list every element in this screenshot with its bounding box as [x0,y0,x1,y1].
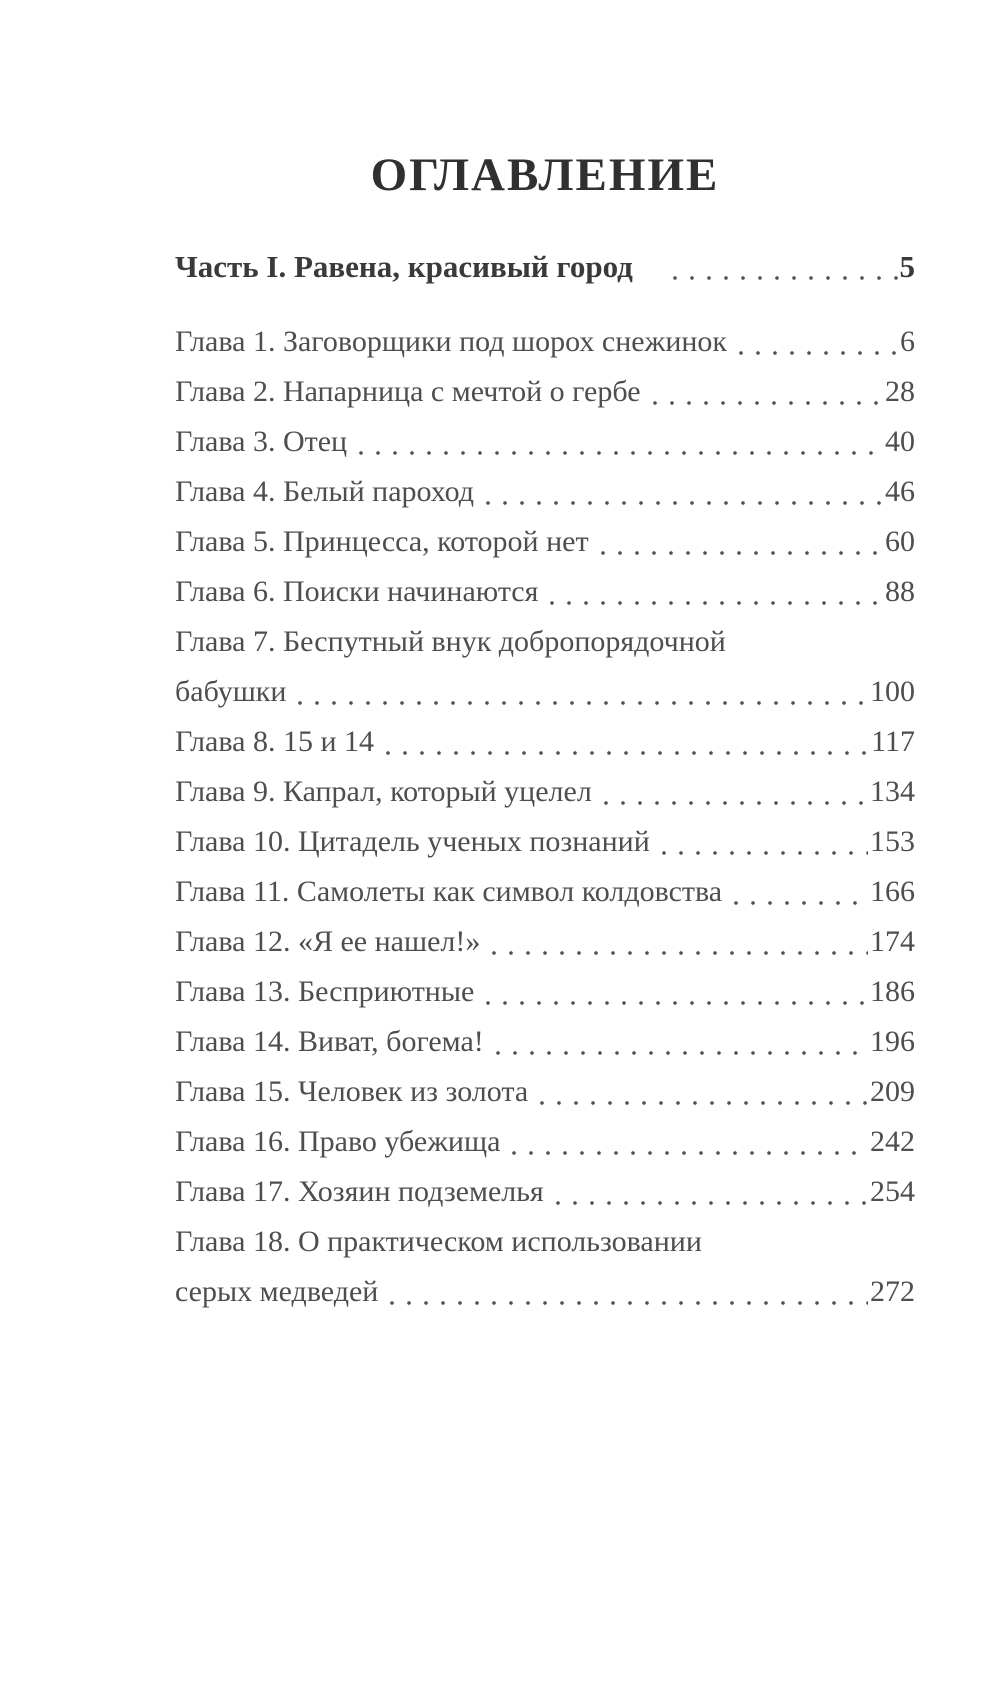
toc-entry-main-line [175,1017,915,1067]
toc-entry-main-line [175,1267,915,1317]
dot-leader [734,867,868,917]
toc-entry-main-line [175,967,915,1017]
toc-entry-label: Глава 5. Принцесса, которой нет [175,525,589,558]
toc-entry-page-number: 100 [870,675,915,708]
toc-entry [175,1067,915,1117]
toc-entry-label: Глава 16. Право убежища [175,1125,501,1158]
toc-entry-label: Глава 4. Белый пароход [175,475,475,508]
dot-leader [298,667,868,717]
toc-entry-page-number: 196 [870,1025,915,1058]
toc-entry [175,517,915,567]
dot-leader [496,1017,868,1067]
toc-entry [175,1017,915,1067]
dot-leader [550,567,883,617]
toc-entry [175,617,915,717]
toc-entry-main-line [175,367,915,417]
toc-entry-page-number: 60 [885,525,915,558]
toc-entry [175,717,915,767]
dot-leader [486,967,868,1017]
toc-entry [175,917,915,967]
part-label: Часть I. Равена, красивый город [175,249,633,284]
toc-entry-page-number: 242 [870,1125,915,1158]
toc-entry-page-number: 134 [870,775,915,808]
toc-entry [175,567,915,617]
toc-entry-main-line [175,667,915,717]
dot-leader [512,1117,868,1167]
dot-leader [359,417,883,467]
toc-entry-label-line1: Глава 18. О практическом использовании [175,1225,702,1258]
toc-entry-main-line [175,517,915,567]
toc-entry-label: серых медведей [175,1275,379,1308]
toc-entry [175,817,915,867]
toc-entry-label: Глава 17. Хозяин подземелья [175,1175,544,1208]
toc-entry [175,767,915,817]
toc-entry-label: Глава 10. Цитадель ученых познаний [175,825,650,858]
toc-entry-page-number: 117 [871,725,915,758]
toc-entry-page-number: 153 [870,825,915,858]
dot-leader [386,717,869,767]
toc-part-row [175,242,915,292]
dot-leader [540,1067,868,1117]
dot-leader [486,467,883,517]
toc-entry-wrap-line [175,1217,915,1267]
toc-entry-label: Глава 9. Капрал, который уцелел [175,775,592,808]
toc-entry-page-number: 174 [870,925,915,958]
toc-entry-main-line [175,867,915,917]
toc-entry-page-number: 46 [885,475,915,508]
toc-entry-main-line [175,1067,915,1117]
toc-entry-main-line [175,467,915,517]
dot-leader [662,817,868,867]
toc-entry-label: Глава 11. Самолеты как символ колдовства [175,875,723,908]
toc-entry [175,1117,915,1167]
toc-entry [175,1217,915,1317]
toc-entry-main-line [175,417,915,467]
part-page-number: 5 [899,249,915,284]
dot-leader [601,517,883,567]
toc-entry-main-line [175,817,915,867]
toc-entry-wrap-line [175,617,915,667]
toc-entries [175,317,915,1317]
scanned-book-page [0,150,1000,1685]
toc-entry [175,417,915,467]
toc-entry-label: Глава 15. Человек из золота [175,1075,529,1108]
toc-entry-main-line [175,1167,915,1217]
toc-entry-label: Глава 14. Виват, богема! [175,1025,484,1058]
toc-entry-page-number: 254 [870,1175,915,1208]
toc-entry-page-number: 186 [870,975,915,1008]
toc-content [175,150,915,1317]
toc-entry-label: Глава 2. Напарница с мечтой о гербе [175,375,641,408]
toc-entry-main-line [175,917,915,967]
toc-entry-page-number: 88 [885,575,915,608]
dot-leader [739,317,898,367]
page-title: ОГЛАВЛЕНИЕ [370,149,720,201]
toc-entry-page-number: 209 [870,1075,915,1108]
toc-entry-page-number: 28 [885,375,915,408]
toc-entry-page-number: 166 [870,875,915,908]
dot-leader [604,767,868,817]
toc-entry-label: бабушки [175,675,287,708]
toc-entry-label: Глава 1. Заговорщики под шорох снежинок [175,325,728,358]
toc-entry [175,1167,915,1217]
toc-entry-page-number: 272 [870,1275,915,1308]
toc-entry [175,317,915,367]
toc-entry [175,367,915,417]
toc-entry-page-number: 6 [900,325,915,358]
toc-entry-label: Глава 13. Бесприютные [175,975,475,1008]
dot-leader [556,1167,868,1217]
toc-entry [175,867,915,917]
toc-entry-label: Глава 8. 15 и 14 [175,725,375,758]
dot-leader [390,1267,868,1317]
toc-entry-label-line1: Глава 7. Беспутный внук добропорядочной [175,625,726,658]
dot-leader [492,917,868,967]
toc-entry-main-line [175,317,915,367]
toc-entry-label: Глава 6. Поиски начинаются [175,575,539,608]
toc-entry-main-line [175,767,915,817]
toc-entry-label: Глава 3. Отец [175,425,348,458]
toc-entry-main-line [175,567,915,617]
toc-entry [175,467,915,517]
toc-entry-page-number: 40 [885,425,915,458]
toc-entry-label: Глава 12. «Я ее нашел!» [175,925,481,958]
toc-entry-main-line [175,717,915,767]
toc-entry-main-line [175,1117,915,1167]
dot-leader [673,242,898,292]
toc-entry [175,967,915,1017]
dot-leader [653,367,883,417]
